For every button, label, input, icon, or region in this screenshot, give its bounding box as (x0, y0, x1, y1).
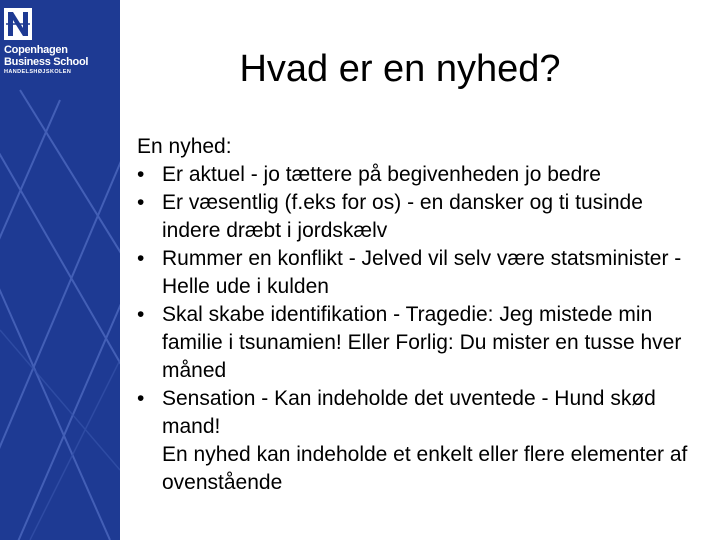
bullet-icon: • (137, 303, 145, 326)
bullet-icon: • (137, 191, 145, 214)
list-item (137, 301, 707, 385)
bullet-icon: • (137, 247, 145, 270)
slide-body (137, 133, 707, 497)
logo-line-copenhagen: Copenhagen (4, 44, 68, 56)
bullet-text: Skal skabe identifikation - Tragedie: Jeg mistede min familie i tsunamien! Eller Forlig: Du mister en tusse hver måned (162, 303, 682, 382)
decorative-lines (0, 0, 120, 540)
cbs-logo-mark-icon (4, 8, 32, 40)
list-item (137, 161, 707, 189)
logo-line-handelshojskolen: HANDELSHØJSKOLEN (4, 69, 72, 75)
bullet-icon: • (137, 387, 145, 410)
bullet-icon: • (137, 163, 145, 186)
list-item (137, 245, 707, 301)
bullet-list (137, 161, 707, 441)
cbs-logo (4, 8, 116, 77)
logo-line-business-school: Business School (4, 56, 89, 68)
slide-title: Hvad er en nyhed? (239, 48, 561, 90)
bullet-text: Rummer en konflikt - Jelved vil selv være statsminister - Helle ude i kulden (162, 247, 682, 298)
bullet-text: Sensation - Kan indeholde det uventede - Hund skød mand! (162, 387, 656, 438)
outro-text: En nyhed kan indeholde et enkelt eller flere elementer af ovenstående (162, 443, 688, 494)
list-item (137, 385, 707, 441)
bullet-text: Er aktuel - jo tættere på begivenheden jo bedre (162, 163, 601, 186)
list-item (137, 189, 707, 245)
bullet-text: Er væsentlig (f.eks for os) - en dansker og ti tusinde indere dræbt i jordskælv (162, 191, 643, 242)
intro-text: En nyhed: (137, 135, 232, 158)
sidebar-banner (0, 0, 120, 540)
